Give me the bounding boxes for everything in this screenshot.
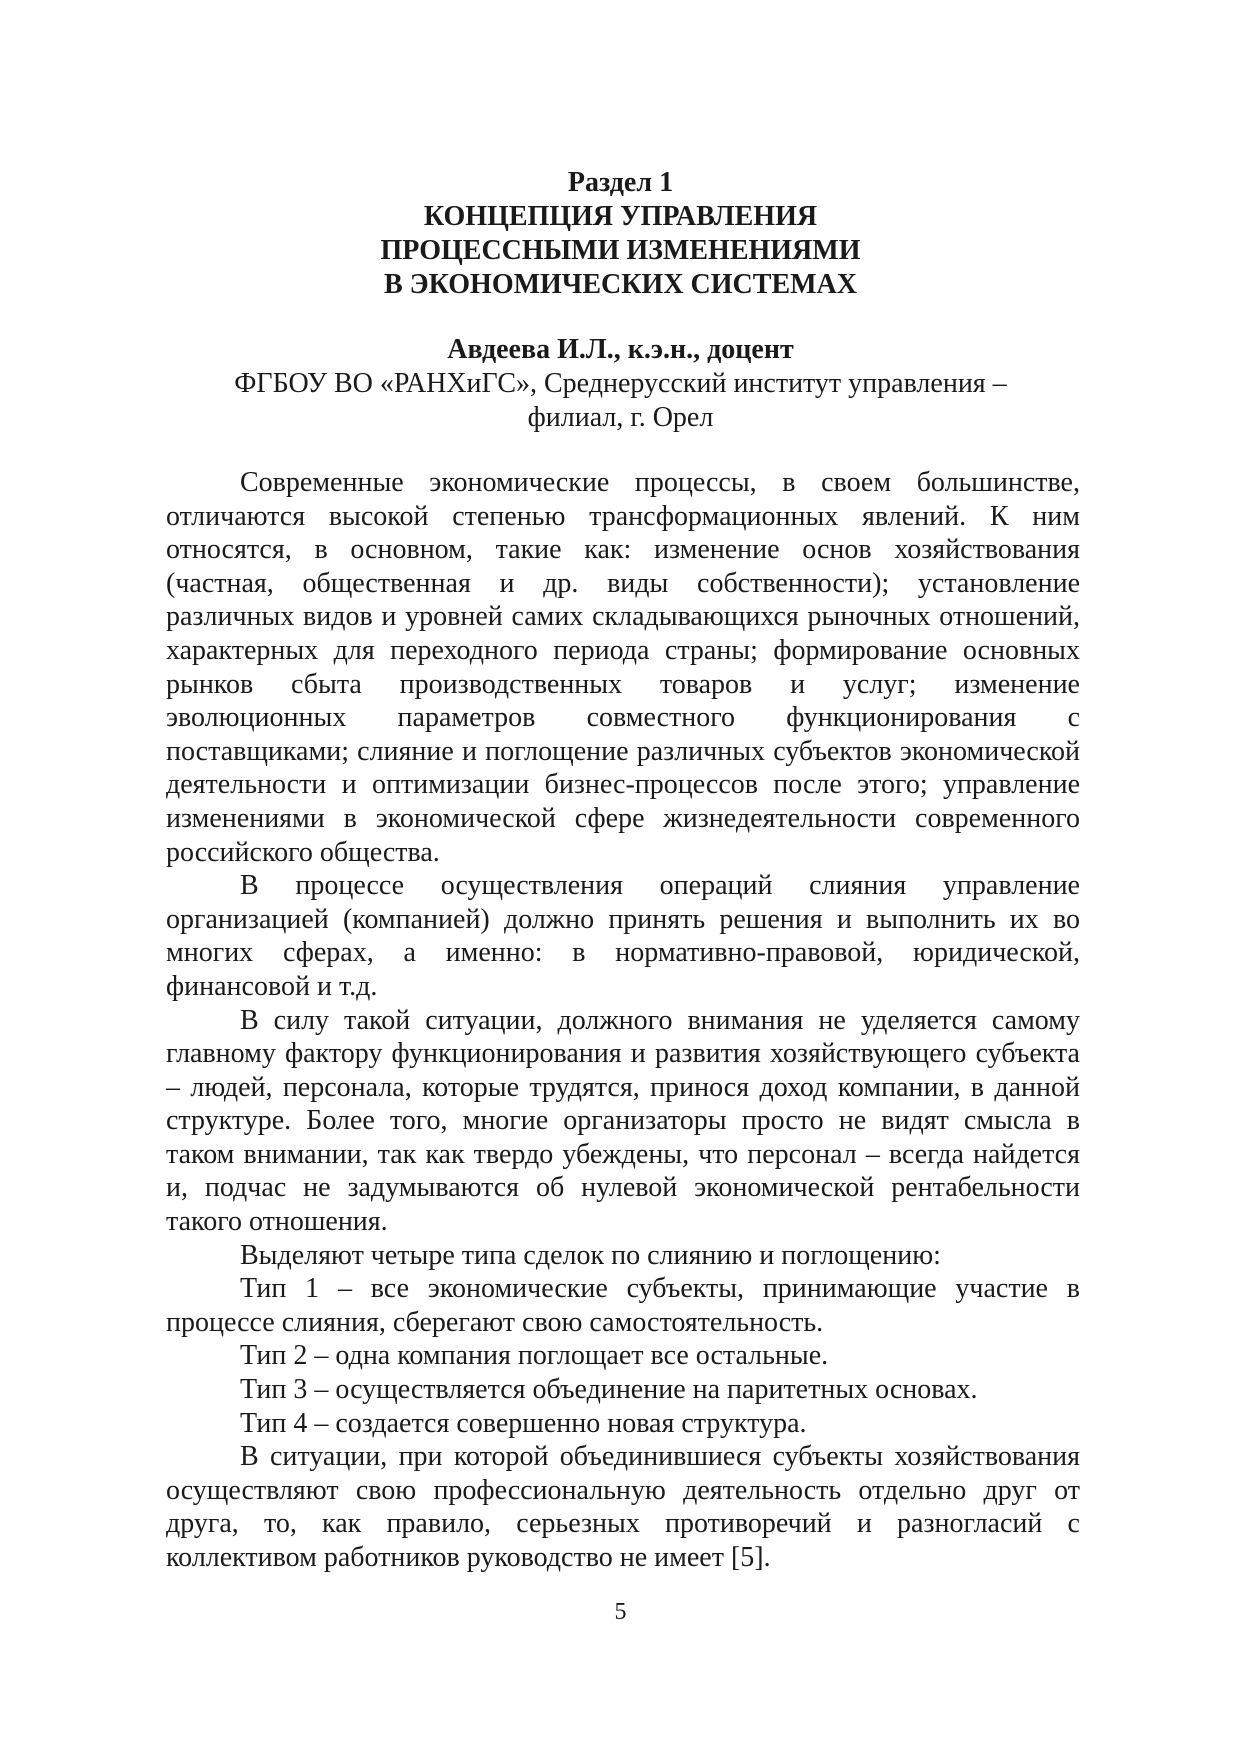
section-title-line: ПРОЦЕССНЫМИ ИЗМЕНЕНИЯМИ xyxy=(380,235,861,266)
page-number: 5 xyxy=(614,1599,627,1625)
paragraph: В силу такой ситуации, должного внимания не уделяется самому главному фактору функционирования и развития хозяйствующего субъекта – людей, персонала, которые трудятся, принося доход компании, в данной структуре. Более того, многие организаторы просто не видят смысла в таком внимании, так как твердо убеждены, что персонал – всегда найдется и, подчас не задумываются об нулевой экономической рентабельности такого отношения. xyxy=(166,1004,1080,1238)
author-block xyxy=(0,333,1241,435)
paragraph: В ситуации, при которой объединившиеся субъекты хозяйствования осуществляют свою профессиональную деятельность отдельно друг от друга, то, как правило, серьезных противоречий и разногласий с коллективом работников руководство не имеет [5]. xyxy=(166,1441,1080,1573)
paragraph: Тип 3 – осуществляется объединение на паритетных основах. xyxy=(240,1374,978,1406)
paragraph: Тип 2 – одна компания поглощает все остальные. xyxy=(240,1340,829,1372)
paragraph: Современные экономические процессы, в своем большинстве, отличаются высокой степенью трансформационных явлений. К ним относятся, в основном, такие как: изменение основ хозяйствования (частная, общественная и др. виды собственности); установление различных видов и уровней самих складывающихся рыночных отношений, характерных для переходного периода страны; формирование основных рынков сбыта производственных товаров и услуг; изменение эволюционных параметров совместного функционирования с поставщиками; слияние и поглощение различных субъектов экономической деятельности и оптимизации бизнес-процессов после этого; управление изменениями в экономической сфере жизнедеятельности современного российского общества. xyxy=(166,467,1080,868)
body-text xyxy=(166,466,1080,1575)
section-title-line: КОНЦЕПЦИЯ УПРАВЛЕНИЯ xyxy=(423,201,818,232)
author-affiliation: ФГБОУ ВО «РАНХиГС», Среднерусский институт управления – xyxy=(234,368,1007,399)
section-label: Раздел 1 xyxy=(567,167,674,198)
author-affiliation-city: филиал, г. Орел xyxy=(527,402,714,433)
paragraph: Тип 4 – создается совершенно новая структура. xyxy=(240,1407,807,1439)
paragraph: В процессе осуществления операций слияния управление организацией (компанией) должно принять решения и выполнить их во многих сферах, а именно: в нормативно-правовой, юридической, финансовой и т.д. xyxy=(166,870,1080,1002)
author-name: Авдеева И.Л., к.э.н., доцент xyxy=(447,334,794,365)
section-heading xyxy=(0,166,1241,302)
paragraph: Тип 1 – все экономические субъекты, принимающие участие в процессе слияния, сберегают свою самостоятельность. xyxy=(166,1273,1080,1338)
paragraph: Выделяют четыре типа сделок по слиянию и поглощению: xyxy=(240,1239,941,1271)
section-title-line: В ЭКОНОМИЧЕСКИХ СИСТЕМАХ xyxy=(383,269,857,300)
